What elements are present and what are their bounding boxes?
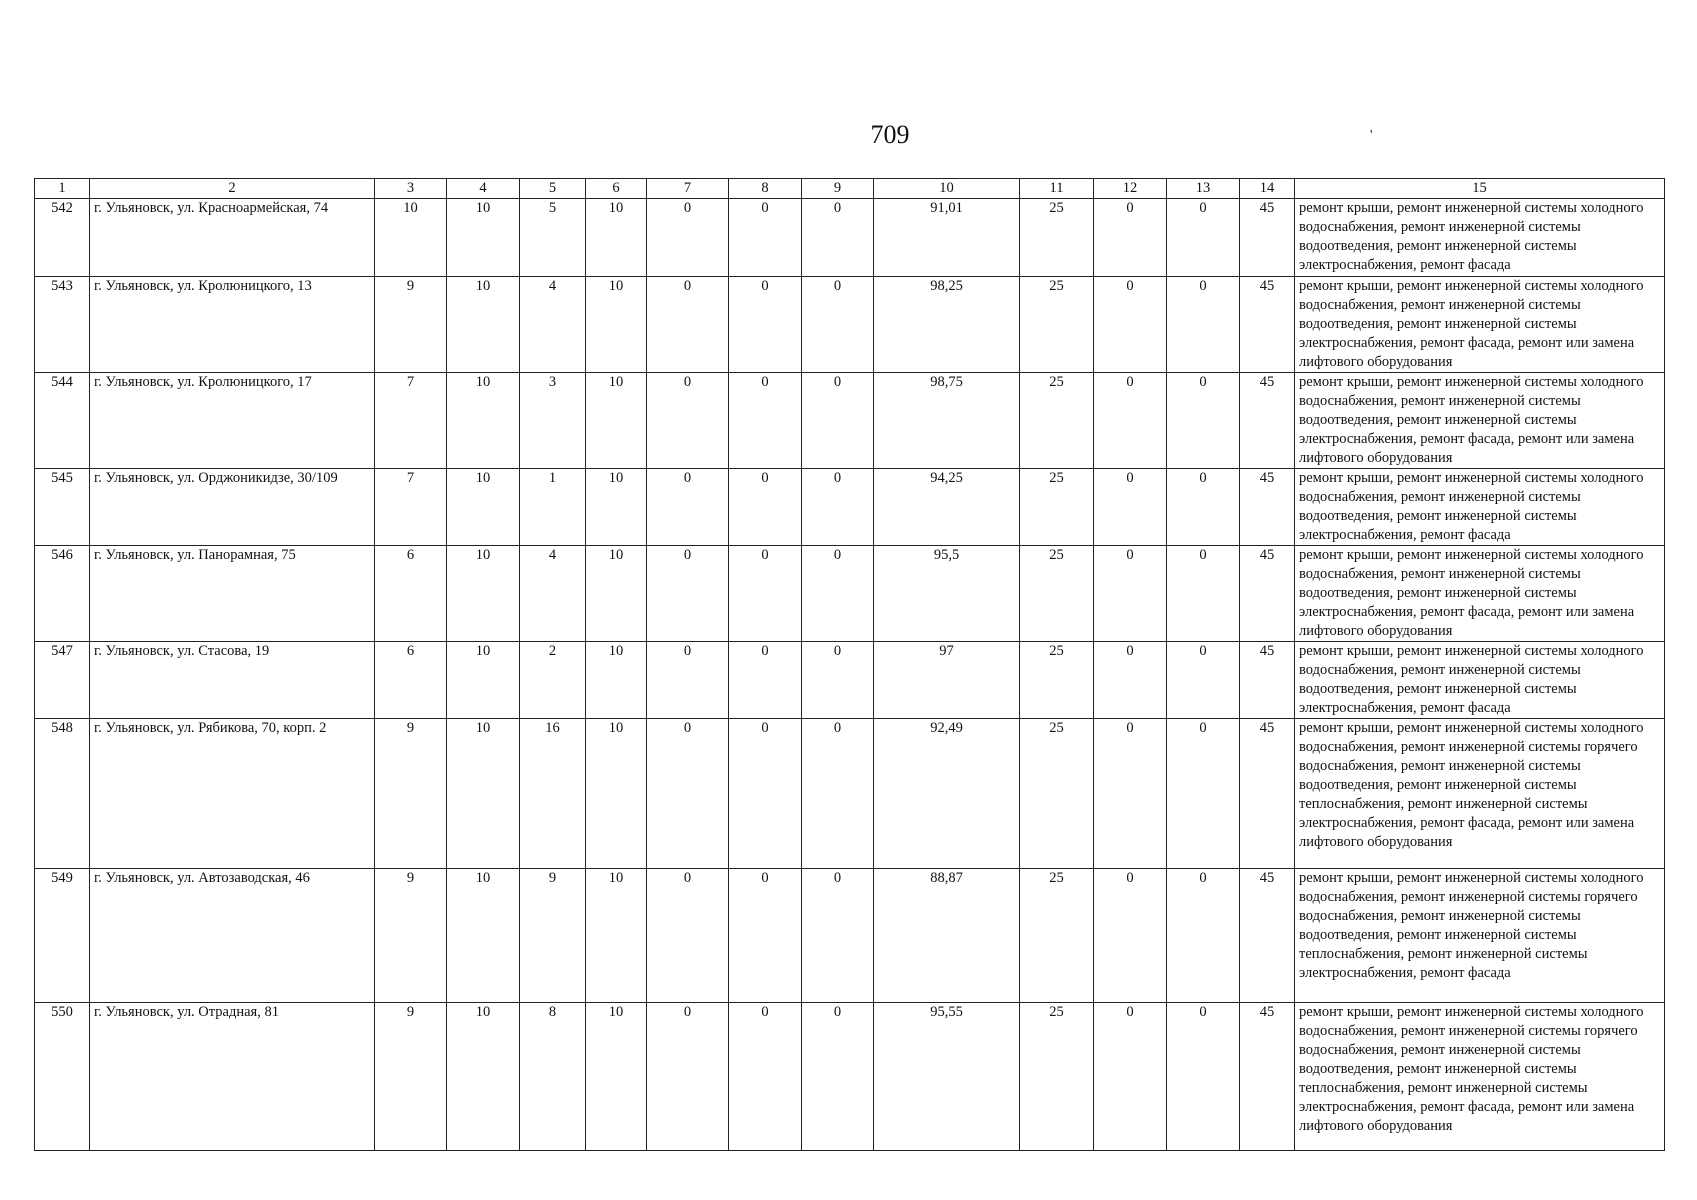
- cell-col-3: 7: [375, 469, 447, 546]
- cell-col-5: 8: [520, 1003, 586, 1151]
- cell-col-11: 25: [1020, 469, 1094, 546]
- row-number: 550: [35, 1003, 90, 1151]
- cell-col-7: 0: [647, 869, 729, 1003]
- cell-col-12: 0: [1094, 642, 1167, 719]
- address-cell: г. Ульяновск, ул. Панорамная, 75: [90, 546, 375, 642]
- cell-col-9: 0: [802, 719, 874, 869]
- cell-col-4: 10: [447, 642, 520, 719]
- cell-col-12: 0: [1094, 373, 1167, 469]
- table-row: [35, 546, 1665, 642]
- cell-col-6: 10: [586, 277, 647, 373]
- cell-col-14: 45: [1240, 869, 1295, 1003]
- scan-speck: ': [1370, 128, 1373, 143]
- row-number: 549: [35, 869, 90, 1003]
- address-cell: г. Ульяновск, ул. Кролюницкого, 13: [90, 277, 375, 373]
- cell-col-13: 0: [1167, 199, 1240, 277]
- cell-col-7: 0: [647, 199, 729, 277]
- cell-col-14: 45: [1240, 373, 1295, 469]
- col-header-6: 6: [586, 179, 647, 199]
- table-row: [35, 719, 1665, 869]
- cell-col-7: 0: [647, 546, 729, 642]
- col-header-1: 1: [35, 179, 90, 199]
- row-number: 546: [35, 546, 90, 642]
- cell-col-11: 25: [1020, 373, 1094, 469]
- cell-col-4: 10: [447, 199, 520, 277]
- cell-col-14: 45: [1240, 199, 1295, 277]
- row-number: 545: [35, 469, 90, 546]
- address-cell: г. Ульяновск, ул. Автозаводская, 46: [90, 869, 375, 1003]
- row-number: 542: [35, 199, 90, 277]
- cell-col-5: 1: [520, 469, 586, 546]
- cell-col-6: 10: [586, 373, 647, 469]
- address-cell: г. Ульяновск, ул. Орджоникидзе, 30/109: [90, 469, 375, 546]
- cell-col-10: 95,55: [874, 1003, 1020, 1151]
- table-row: [35, 869, 1665, 1003]
- cell-col-12: 0: [1094, 277, 1167, 373]
- cell-col-9: 0: [802, 277, 874, 373]
- cell-col-8: 0: [729, 869, 802, 1003]
- page-number: 709: [870, 120, 910, 149]
- table-row: [35, 1003, 1665, 1151]
- cell-col-10: 88,87: [874, 869, 1020, 1003]
- cell-col-10: 91,01: [874, 199, 1020, 277]
- cell-col-7: 0: [647, 642, 729, 719]
- col-header-2: 2: [90, 179, 375, 199]
- cell-col-14: 45: [1240, 719, 1295, 869]
- address-cell: г. Ульяновск, ул. Красноармейская, 74: [90, 199, 375, 277]
- cell-col-10: 94,25: [874, 469, 1020, 546]
- cell-col-9: 0: [802, 869, 874, 1003]
- works-cell: ремонт крыши, ремонт инженерной системы холодного водоснабжения, ремонт инженерной системы водоотведения, ремонт инженерной системы электроснабжения, ремонт фасада, ремонт или замена лифтового оборудования: [1295, 373, 1665, 469]
- header-row: [35, 179, 1665, 199]
- table-row: [35, 277, 1665, 373]
- cell-col-13: 0: [1167, 869, 1240, 1003]
- cell-col-8: 0: [729, 469, 802, 546]
- cell-col-5: 2: [520, 642, 586, 719]
- cell-col-7: 0: [647, 469, 729, 546]
- cell-col-9: 0: [802, 642, 874, 719]
- cell-col-11: 25: [1020, 199, 1094, 277]
- cell-col-11: 25: [1020, 1003, 1094, 1151]
- cell-col-6: 10: [586, 199, 647, 277]
- cell-col-13: 0: [1167, 373, 1240, 469]
- cell-col-6: 10: [586, 719, 647, 869]
- cell-col-8: 0: [729, 199, 802, 277]
- cell-col-9: 0: [802, 546, 874, 642]
- cell-col-10: 92,49: [874, 719, 1020, 869]
- col-header-15: 15: [1295, 179, 1665, 199]
- cell-col-8: 0: [729, 719, 802, 869]
- cell-col-12: 0: [1094, 1003, 1167, 1151]
- cell-col-4: 10: [447, 546, 520, 642]
- cell-col-13: 0: [1167, 469, 1240, 546]
- cell-col-11: 25: [1020, 642, 1094, 719]
- cell-col-9: 0: [802, 469, 874, 546]
- col-header-11: 11: [1020, 179, 1094, 199]
- cell-col-7: 0: [647, 373, 729, 469]
- cell-col-3: 9: [375, 277, 447, 373]
- cell-col-14: 45: [1240, 469, 1295, 546]
- cell-col-6: 10: [586, 1003, 647, 1151]
- cell-col-3: 9: [375, 869, 447, 1003]
- cell-col-8: 0: [729, 373, 802, 469]
- col-header-8: 8: [729, 179, 802, 199]
- col-header-3: 3: [375, 179, 447, 199]
- col-header-4: 4: [447, 179, 520, 199]
- cell-col-6: 10: [586, 869, 647, 1003]
- works-cell: ремонт крыши, ремонт инженерной системы холодного водоснабжения, ремонт инженерной системы водоотведения, ремонт инженерной системы электроснабжения, ремонт фасада: [1295, 199, 1665, 277]
- cell-col-5: 16: [520, 719, 586, 869]
- cell-col-9: 0: [802, 199, 874, 277]
- cell-col-3: 9: [375, 1003, 447, 1151]
- row-number: 547: [35, 642, 90, 719]
- cell-col-13: 0: [1167, 642, 1240, 719]
- cell-col-14: 45: [1240, 277, 1295, 373]
- cell-col-13: 0: [1167, 546, 1240, 642]
- cell-col-11: 25: [1020, 719, 1094, 869]
- cell-col-3: 9: [375, 719, 447, 869]
- cell-col-8: 0: [729, 1003, 802, 1151]
- col-header-10: 10: [874, 179, 1020, 199]
- cell-col-4: 10: [447, 373, 520, 469]
- row-number: 543: [35, 277, 90, 373]
- cell-col-10: 95,5: [874, 546, 1020, 642]
- cell-col-3: 10: [375, 199, 447, 277]
- cell-col-4: 10: [447, 869, 520, 1003]
- works-cell: ремонт крыши, ремонт инженерной системы холодного водоснабжения, ремонт инженерной системы водоотведения, ремонт инженерной системы электроснабжения, ремонт фасада: [1295, 642, 1665, 719]
- works-cell: ремонт крыши, ремонт инженерной системы холодного водоснабжения, ремонт инженерной системы водоотведения, ремонт инженерной системы электроснабжения, ремонт фасада, ремонт или замена лифтового оборудования: [1295, 277, 1665, 373]
- works-cell: ремонт крыши, ремонт инженерной системы холодного водоснабжения, ремонт инженерной системы горячего водоснабжения, ремонт инженерной системы водоотведения, ремонт инженерной системы теплоснабжения, ремонт инженерной системы электроснабжения, ремонт фасада: [1295, 869, 1665, 1003]
- cell-col-5: 5: [520, 199, 586, 277]
- cell-col-14: 45: [1240, 642, 1295, 719]
- cell-col-5: 4: [520, 277, 586, 373]
- address-cell: г. Ульяновск, ул. Отрадная, 81: [90, 1003, 375, 1151]
- cell-col-9: 0: [802, 373, 874, 469]
- cell-col-6: 10: [586, 469, 647, 546]
- registry-table: [34, 178, 1665, 1151]
- cell-col-13: 0: [1167, 719, 1240, 869]
- works-cell: ремонт крыши, ремонт инженерной системы холодного водоснабжения, ремонт инженерной системы горячего водоснабжения, ремонт инженерной системы водоотведения, ремонт инженерной системы теплоснабжения, ремонт инженерной системы электроснабжения, ремонт фасада, ремонт или замена лифтового оборудования: [1295, 719, 1665, 869]
- cell-col-10: 98,75: [874, 373, 1020, 469]
- cell-col-6: 10: [586, 642, 647, 719]
- cell-col-13: 0: [1167, 1003, 1240, 1151]
- cell-col-5: 4: [520, 546, 586, 642]
- cell-col-6: 10: [586, 546, 647, 642]
- row-number: 548: [35, 719, 90, 869]
- col-header-5: 5: [520, 179, 586, 199]
- cell-col-10: 97: [874, 642, 1020, 719]
- cell-col-5: 3: [520, 373, 586, 469]
- table-row: [35, 373, 1665, 469]
- cell-col-4: 10: [447, 469, 520, 546]
- cell-col-7: 0: [647, 277, 729, 373]
- cell-col-11: 25: [1020, 869, 1094, 1003]
- cell-col-12: 0: [1094, 546, 1167, 642]
- cell-col-12: 0: [1094, 869, 1167, 1003]
- cell-col-14: 45: [1240, 1003, 1295, 1151]
- works-cell: ремонт крыши, ремонт инженерной системы холодного водоснабжения, ремонт инженерной системы горячего водоснабжения, ремонт инженерной системы водоотведения, ремонт инженерной системы теплоснабжения, ремонт инженерной системы электроснабжения, ремонт фасада, ремонт или замена лифтового оборудования: [1295, 1003, 1665, 1151]
- cell-col-8: 0: [729, 546, 802, 642]
- address-cell: г. Ульяновск, ул. Стасова, 19: [90, 642, 375, 719]
- table-row: [35, 469, 1665, 546]
- table-row: [35, 199, 1665, 277]
- cell-col-11: 25: [1020, 277, 1094, 373]
- col-header-7: 7: [647, 179, 729, 199]
- cell-col-12: 0: [1094, 469, 1167, 546]
- cell-col-8: 0: [729, 277, 802, 373]
- works-cell: ремонт крыши, ремонт инженерной системы холодного водоснабжения, ремонт инженерной системы водоотведения, ремонт инженерной системы электроснабжения, ремонт фасада: [1295, 469, 1665, 546]
- cell-col-5: 9: [520, 869, 586, 1003]
- cell-col-13: 0: [1167, 277, 1240, 373]
- col-header-13: 13: [1167, 179, 1240, 199]
- address-cell: г. Ульяновск, ул. Рябикова, 70, корп. 2: [90, 719, 375, 869]
- address-cell: г. Ульяновск, ул. Кролюницкого, 17: [90, 373, 375, 469]
- cell-col-9: 0: [802, 1003, 874, 1151]
- cell-col-3: 6: [375, 642, 447, 719]
- works-cell: ремонт крыши, ремонт инженерной системы холодного водоснабжения, ремонт инженерной системы водоотведения, ремонт инженерной системы электроснабжения, ремонт фасада, ремонт или замена лифтового оборудования: [1295, 546, 1665, 642]
- cell-col-4: 10: [447, 1003, 520, 1151]
- cell-col-14: 45: [1240, 546, 1295, 642]
- cell-col-7: 0: [647, 1003, 729, 1151]
- cell-col-3: 6: [375, 546, 447, 642]
- cell-col-7: 0: [647, 719, 729, 869]
- cell-col-4: 10: [447, 277, 520, 373]
- cell-col-10: 98,25: [874, 277, 1020, 373]
- col-header-9: 9: [802, 179, 874, 199]
- cell-col-3: 7: [375, 373, 447, 469]
- cell-col-8: 0: [729, 642, 802, 719]
- table-row: [35, 642, 1665, 719]
- cell-col-12: 0: [1094, 719, 1167, 869]
- cell-col-12: 0: [1094, 199, 1167, 277]
- col-header-14: 14: [1240, 179, 1295, 199]
- cell-col-4: 10: [447, 719, 520, 869]
- col-header-12: 12: [1094, 179, 1167, 199]
- cell-col-11: 25: [1020, 546, 1094, 642]
- row-number: 544: [35, 373, 90, 469]
